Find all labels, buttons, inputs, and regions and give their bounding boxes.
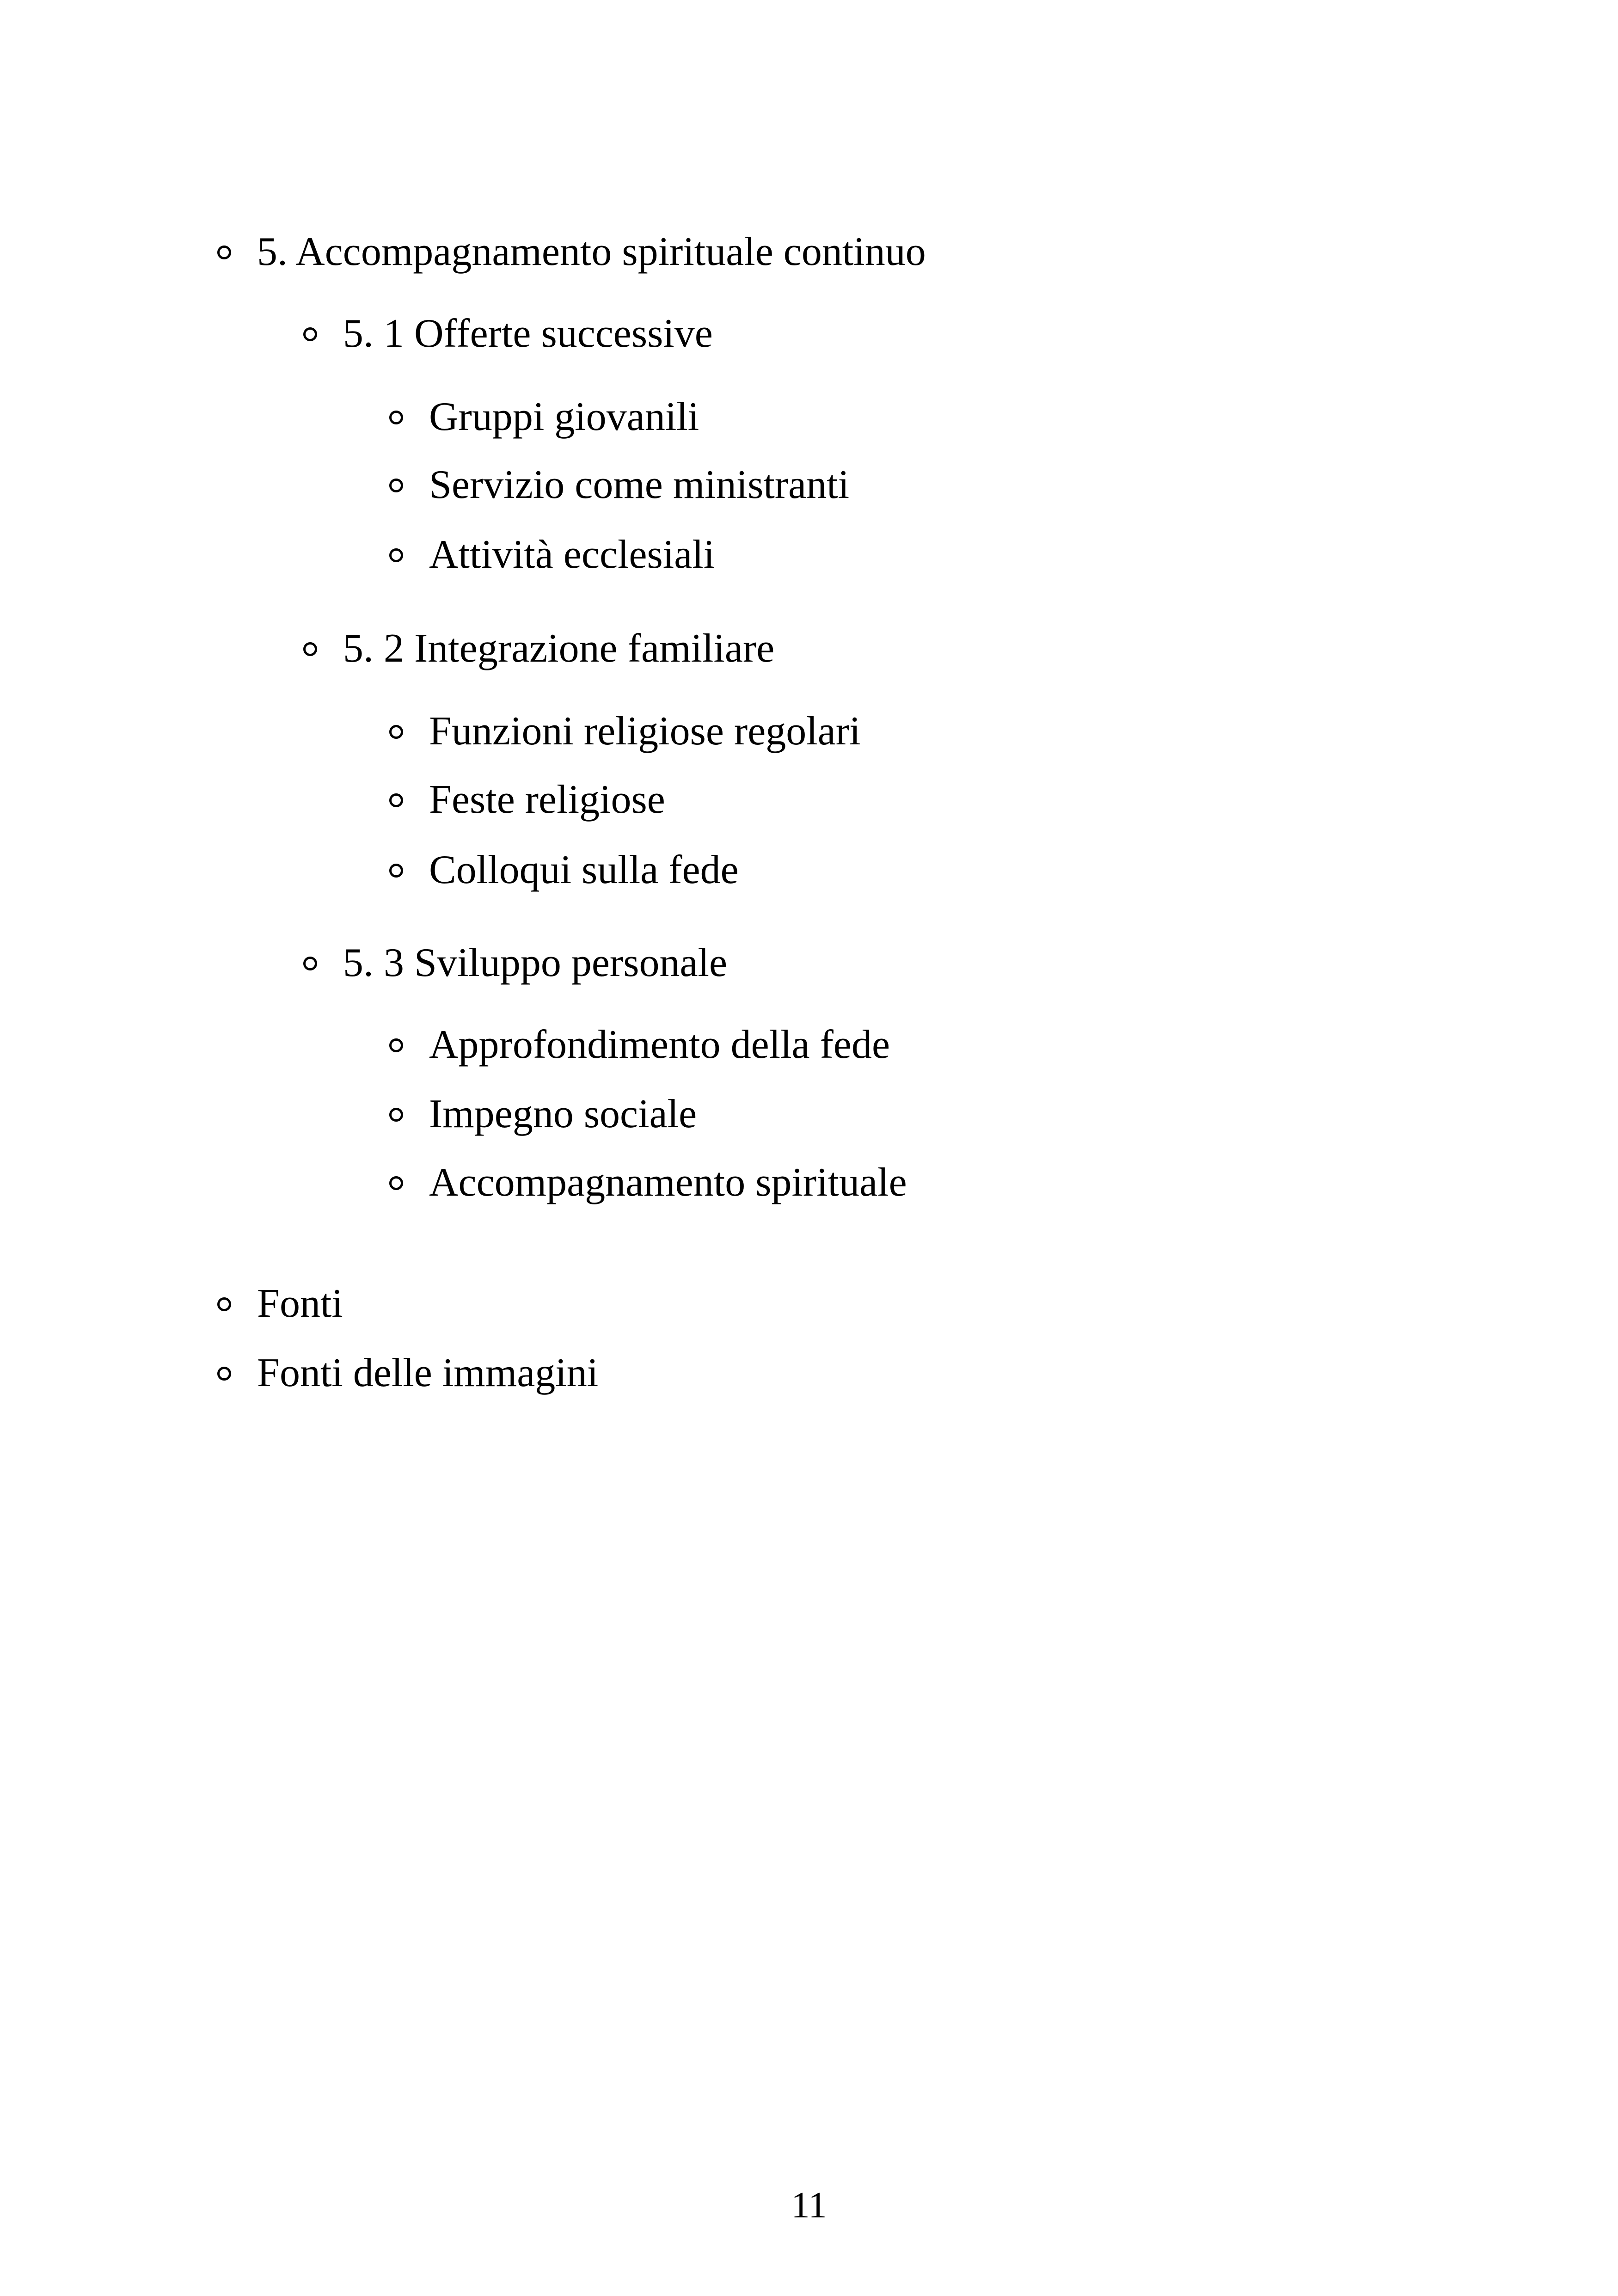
outline-item-text: Feste religiose (429, 777, 665, 822)
outline-item-text: Attività ecclesiali (429, 532, 715, 577)
hollow-circle-icon (217, 1367, 231, 1381)
outline-item-text: Fonti (257, 1281, 343, 1326)
outline-item-text: Gruppi giovanili (429, 394, 699, 439)
hollow-circle-icon (303, 642, 317, 656)
hollow-circle-icon (389, 793, 403, 807)
hollow-circle-icon (389, 1038, 403, 1052)
hollow-circle-icon (303, 327, 317, 341)
hollow-circle-icon (389, 411, 403, 424)
page-number: 11 (791, 2185, 827, 2226)
hollow-circle-icon (389, 1108, 403, 1122)
hollow-circle-icon (389, 479, 403, 492)
outline-item-text: Accompagnamento spirituale (429, 1160, 907, 1205)
outline-item-text: Fonti delle immagini (257, 1351, 599, 1395)
hollow-circle-icon (389, 725, 403, 739)
hollow-circle-icon (303, 957, 317, 970)
outline-item-text: Servizio come ministranti (429, 462, 850, 507)
outline-item-text: Funzioni religiose regolari (429, 709, 861, 754)
outline-item-text: 5. 1 Offerte successive (343, 311, 713, 356)
outline-item-text: Approfondimento della fede (429, 1022, 890, 1067)
hollow-circle-icon (389, 1176, 403, 1190)
outline-item-text: Colloqui sulla fede (429, 847, 739, 892)
outline-item-text: 5. 2 Integrazione familiare (343, 626, 775, 671)
hollow-circle-icon (389, 548, 403, 562)
outline-item-text: 5. Accompagnamento spirituale continuo (257, 229, 926, 274)
hollow-circle-icon (217, 246, 231, 259)
outline-item-text: 5. 3 Sviluppo personale (343, 940, 728, 985)
outline-item-text: Impegno sociale (429, 1092, 697, 1136)
hollow-circle-icon (217, 1297, 231, 1311)
hollow-circle-icon (389, 864, 403, 878)
